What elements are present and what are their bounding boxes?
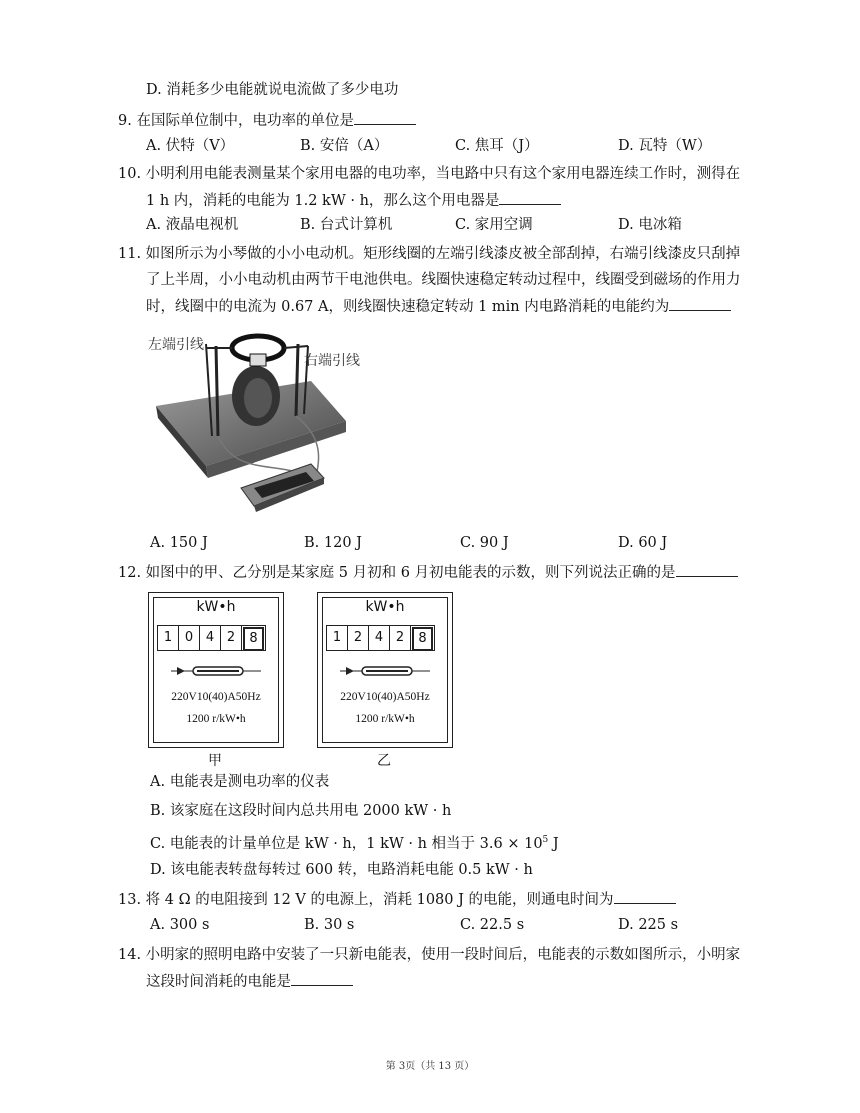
- q12-stem: [118, 562, 738, 583]
- left-support: [216, 346, 218, 436]
- meter-yi-label: 乙: [377, 753, 391, 769]
- meter-rotor-disc: [340, 663, 430, 679]
- motor-photo: [146, 326, 376, 516]
- q8-option-d: D. 消耗多少电能就说电流做了多少电功: [146, 82, 399, 98]
- q11-stem-line3-text: 时，线圈中的电流为 0.67 A，则线圈快速稳定转动 1 min 内电路消耗的电能约为: [146, 299, 670, 315]
- meter-decimal-digit: 8: [412, 627, 433, 651]
- meter-digit: 1: [327, 626, 348, 650]
- q12-stem-text: 12. 如图中的甲、乙分别是某家庭 5 月初和 6 月初电能表的示数，则下列说法正确的是: [118, 565, 676, 581]
- left-lead-label: 左端引线: [148, 337, 204, 353]
- q10-option-a: A. 液晶电视机: [146, 217, 239, 233]
- right-lead-label: 右端引线: [304, 353, 360, 369]
- q9-option-a: A. 伏特（V）: [146, 138, 235, 154]
- q10-option-d: D. 电冰箱: [618, 217, 682, 233]
- q14-stem-line2-text: 这段时间消耗的电能是: [146, 974, 291, 990]
- q12-option-a: A. 电能表是测电功率的仪表: [150, 774, 330, 790]
- meter-rating: 220V10(40)A50Hz: [340, 691, 430, 703]
- q11-option-c: C. 90 J: [460, 535, 509, 551]
- q11-stem-line3: [146, 296, 731, 317]
- meter-unit: kW•h: [196, 599, 236, 615]
- q9-stem: [118, 110, 416, 131]
- q9-option-d: D. 瓦特（W）: [618, 138, 712, 154]
- meter-jia-label: 甲: [208, 753, 222, 769]
- answer-blank: [669, 296, 731, 311]
- answer-blank: [354, 110, 416, 125]
- q10-option-c: C. 家用空调: [455, 217, 533, 233]
- meter-unit: kW•h: [365, 599, 405, 615]
- q12-option-b: B. 该家庭在这段时间内总共用电 2000 kW · h: [150, 803, 452, 819]
- q11-stem-line1: 11. 如图所示为小琴做的小小电动机。矩形线圈的左端引线漆皮被全部刮掉，右端引线漆皮只刮掉: [118, 246, 741, 262]
- q12-option-c-unit: J: [548, 835, 559, 852]
- q12-option-d: D. 该电能表转盘每转过 600 转，电路消耗电能 0.5 kW · h: [150, 862, 533, 878]
- meter-jia: [148, 592, 284, 748]
- q11-stem-line2: 了上半周，小小电动机由两节干电池供电。线圈快速稳定转动过程中，线圈受到磁场的作用力: [146, 272, 741, 288]
- q13-option-d: D. 225 s: [618, 917, 679, 933]
- q10-stem-line1: 10. 小明利用电能表测量某个家用电器的电功率，当电路中只有这个家用电器连续工作时，测得在: [118, 166, 741, 182]
- meter-revolutions: 1200 r/kW•h: [355, 713, 415, 725]
- q12-option-c-exponent: 5: [542, 835, 549, 845]
- meter-digit: 0: [179, 626, 200, 650]
- meter-yi: [317, 592, 453, 748]
- meter-digit: 2: [348, 626, 369, 650]
- meter-digit: 2: [390, 626, 411, 650]
- meter-revolutions: 1200 r/kW•h: [186, 713, 246, 725]
- answer-blank: [291, 971, 353, 986]
- meter-digit: 1: [158, 626, 179, 650]
- page-number: 第 3页（共 13 页）: [385, 1061, 475, 1072]
- q11-option-d: D. 60 J: [618, 535, 668, 551]
- q11-option-a: A. 150 J: [150, 535, 208, 551]
- answer-blank: [499, 190, 561, 205]
- q13-option-b: B. 30 s: [304, 917, 355, 933]
- q14-stem-line2: [146, 971, 353, 992]
- q13-stem-text: 13. 将 4 Ω 的电阻接到 12 V 的电源上，消耗 1080 J 的电能，则通电时间为: [118, 892, 614, 908]
- meter-digits: [157, 625, 266, 651]
- answer-blank: [614, 889, 676, 904]
- meter-rating: 220V10(40)A50Hz: [171, 691, 261, 703]
- right-support: [296, 344, 298, 416]
- meter-digits: [326, 625, 435, 651]
- q12-option-c: [150, 830, 559, 854]
- q10-option-b: B. 台式计算机: [300, 217, 393, 233]
- meter-decimal-digit: 8: [243, 627, 264, 651]
- meter-digit: 4: [200, 626, 221, 650]
- q12-option-c-text: C. 电能表的计量单位是 kW · h，1 kW · h 相当于 3.6 × 10: [150, 835, 543, 852]
- q13-stem: [118, 889, 676, 910]
- meter-digit: 4: [369, 626, 390, 650]
- q9-option-b: B. 安倍（A）: [300, 138, 389, 154]
- q11-option-b: B. 120 J: [304, 535, 362, 551]
- q10-stem-line2: [146, 190, 561, 211]
- q14-stem-line1: 14. 小明家的照明电路中安装了一只新电能表，使用一段时间后，电能表的示数如图所示，小明家: [118, 947, 741, 963]
- q13-option-c: C. 22.5 s: [460, 917, 525, 933]
- q9-stem-text: 9. 在国际单位制中，电功率的单位是: [118, 113, 354, 129]
- q9-option-c: C. 焦耳（J）: [455, 138, 539, 154]
- meter-digit: 2: [221, 626, 242, 650]
- q10-stem-line2-text: 1 h 内，消耗的电能为 1.2 kW · h，那么这个用电器是: [146, 193, 500, 209]
- meter-rotor-disc: [171, 663, 261, 679]
- answer-blank: [676, 562, 738, 577]
- q13-option-a: A. 300 s: [150, 917, 210, 933]
